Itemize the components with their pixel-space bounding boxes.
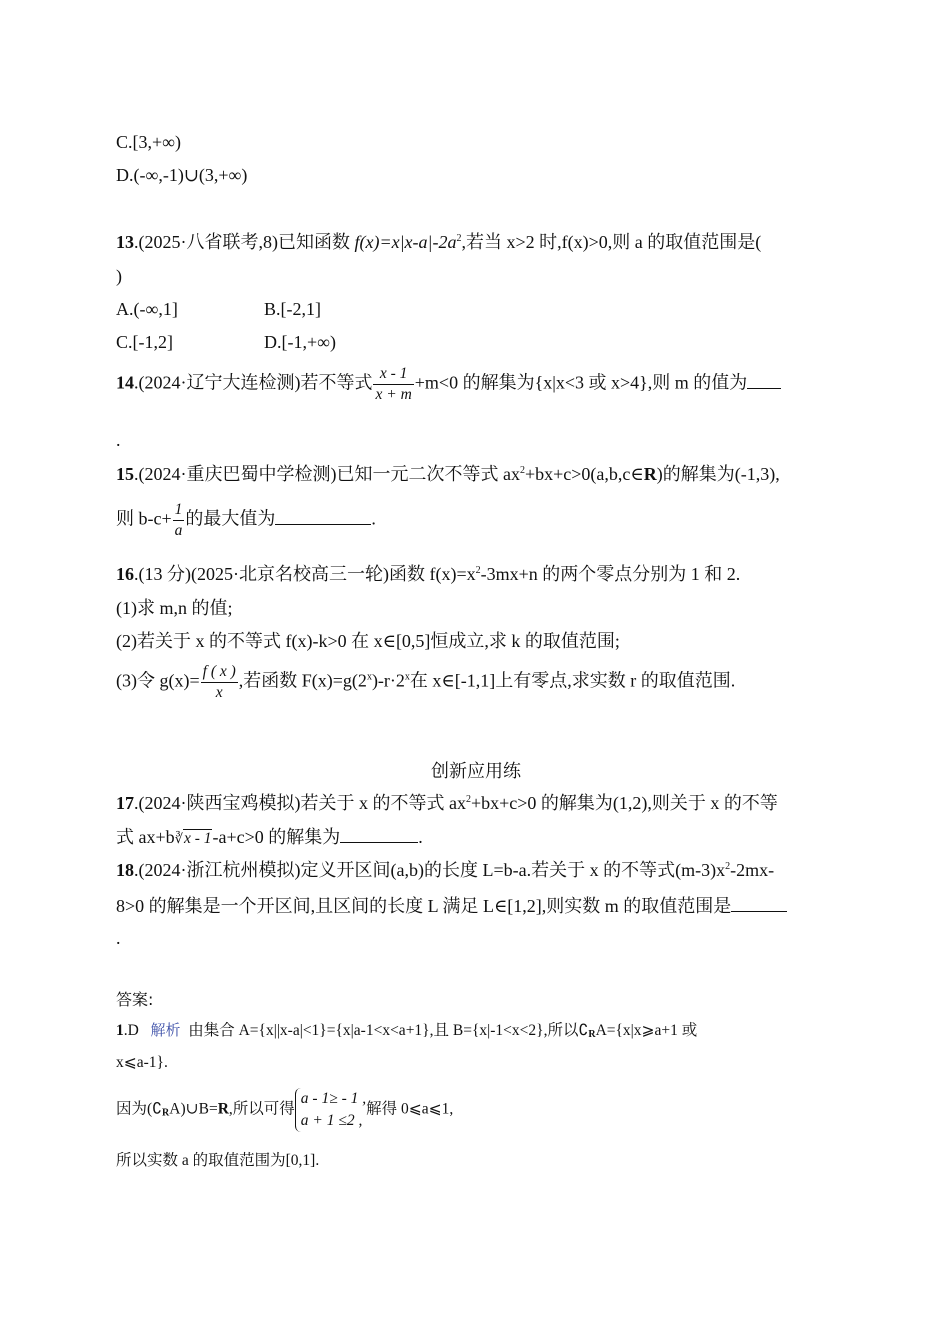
answer-1-line3-R: R [217,1100,229,1118]
answer-1-line1 [116,1018,697,1043]
q16-fraction-numerator: f ( x ) [201,662,238,683]
q17-end-dot: . [418,827,423,847]
answer-1-line3-mid: A)∪B= [169,1100,218,1118]
q12-option-d: D.(-∞,-1)∪(3,+∞) [116,165,248,185]
inequality-system [295,1088,366,1132]
q13-function: f(x)=x|x-a|-2a [354,232,457,252]
q18-answer-blank [731,893,787,912]
q17-stem: 17.(2024·陕西宝鸡模拟)若关于 x 的不等式 $ax^2+bx+c>0$ 的解集为(1,2),则关于 x 的不等 [116,793,778,813]
q16-condition: -3mx+n 的两个零点分别为 1 和 2. [480,564,741,584]
q16-part-3-a: ,若函数 F(x)=g(2 [238,670,367,691]
q15-real-set: R [643,464,657,484]
q16-sup-x1: x [366,671,372,683]
q15-expression: 则 b-c+ [116,508,172,529]
q16-source: .(13 分)(2025·北京名校高三一轮)函数 f(x)=x [134,564,476,584]
answer-1-line3-pre: 因为(∁ [116,1100,163,1118]
q15-end-dot: . [371,508,376,529]
q13-stem: 13.(2025·八省联考,8)已知函数 $f(x)=x|x-a|-2a^2$,若当 x>2 时,f(x)>0,则 a 的取值范围是( [116,232,762,252]
q15-line2 [116,500,376,541]
q18-source: .(2024·浙江杭州模拟)定义开区间(a,b)的长度 L=b-a.若关于 x 的不等式(m-3)x [134,860,726,880]
q16-number: 16 [116,564,134,584]
q16-part-3-c: 在 x∈[-1,1]上有零点,求实数 r 的取值范围. [409,670,736,691]
answer-1-sub-R: R [588,1029,596,1040]
system-row-2: a + 1 ≤2 , [300,1112,363,1129]
q14-source: .(2024·辽宁大连检测)若不等式 [134,372,373,393]
q15-source: .(2024·重庆巴蜀中学检测)已知一元二次不等式 ax [134,464,520,484]
q16-part-3-b: )-r·2 [371,670,405,691]
q16-part-3-define: (3)令 g(x)= [116,670,200,691]
q17-source: .(2024·陕西宝鸡模拟)若关于 x 的不等式 ax [134,793,466,813]
q15-answer-blank [275,506,371,525]
answer-1-text: 由集合 A={x||x-a|<1}={x|a-1<x<a+1},且 B={x|-1<x<2},所以∁ [188,1022,589,1039]
answer-1-line3-sub-R: R [162,1107,170,1119]
q16-part-2: (2)若关于 x 的不等式 f(x)-k>0 在 x∈[0,5]恒成立,求 k 的取值范围; [116,631,620,651]
answers-label: 答案: [116,990,154,1009]
q18-number: 18 [116,860,134,880]
q16-stem: 16.(13 分)(2025·北京名校高三一轮)函数 $f(x)=x^2-3mx+n$ 的两个零点分别为 1 和 2. [116,564,741,584]
q18-stem: 18.(2024·浙江杭州模拟)定义开区间(a,b)的长度 L=b-a.若关于 x 的不等式$(m-3)x^2-2mx-$ [116,860,775,880]
q15-fraction [173,500,185,541]
q15-solution-set: )的解集为(-1,3), [656,464,780,484]
q17-condition: +bx+c>0 的解集为(1,2),则关于 x 的不等 [470,793,778,813]
q15-number: 15 [116,464,134,484]
q18-line2 [116,893,787,918]
q14-end-dot: . [116,430,121,450]
q13-option-c: C.[-1,2] [116,332,173,352]
q14-fraction-numerator: x - 1 [373,364,413,385]
q17-question: -a+c>0 的解集为 [212,827,341,847]
q13-option-a: A.(-∞,1] [116,299,178,319]
q15-fraction-denominator: a [174,522,183,539]
q17-expression: 式 ax+b [116,827,175,847]
answer-1-number: 1 [116,1022,124,1039]
answer-1-solution: 解得 0⩽a⩽1, [366,1100,454,1118]
answer-1-line3 [116,1088,453,1132]
q18-question: 8>0 的解集是一个开区间,且区间的长度 L 满足 L∈[1,2],则实数 m 的取值范围是 [116,896,732,916]
q14-condition: +m<0 的解集为{x|x<3 或 x>4},则 m 的值为 [414,372,748,393]
q15-question: 的最大值为 [185,508,276,529]
answer-1-line2: x⩽a-1}. [116,1054,168,1071]
q14-fraction-denominator: x + m [375,386,412,403]
q15-stem: 15.(2024·重庆巴蜀中学检测)已知一元二次不等式 $ax^2+bx+c>0(a,b,c\in R)$的解集为(-1,3), [116,464,780,484]
answer-1-choice: .D [123,1022,139,1039]
q16-fraction [201,662,238,703]
analysis-tag: 解析 [150,1021,181,1039]
q16-sup-x2: x [404,671,410,683]
q14-fraction [373,364,413,405]
q13-condition: ,若当 x>2 时,f(x)>0,则 a 的取值范围是( [461,232,762,252]
q16-part-1: (1)求 m,n 的值; [116,598,233,618]
q17-line2: 式 ax+b∛x - 1-a+c>0 的解集为 . [116,824,423,851]
section-title: 创新应用练 [431,761,521,781]
q17-answer-blank [340,824,418,843]
answer-1-text2: A={x|x⩾a+1 或 [595,1022,698,1039]
q14-stem [116,364,781,405]
q17-radicand: x - 1 [183,830,212,847]
q18-end-dot: . [116,928,121,948]
q13-source: .(2025·八省联考,8)已知函数 [134,232,355,252]
q12-option-c: C.[3,+∞) [116,132,181,152]
q13-option-b: B.[-2,1] [264,299,321,319]
q14-number: 14 [116,372,134,393]
q16-part-3 [116,662,735,703]
system-row-1: a - 1≥ - 1 , [300,1090,367,1107]
q13-option-d: D.[-1,+∞) [264,332,336,352]
q18-condition: -2mx- [730,860,775,880]
q15-condition: +bx+c>0(a,b,c∈ [524,464,644,484]
q13-number: 13 [116,232,134,252]
q15-fraction-numerator: 1 [173,500,185,521]
q17-number: 17 [116,793,134,813]
q16-fraction-denominator: x [215,684,223,701]
q14-answer-blank [747,370,781,389]
q13-close-paren: ) [116,266,122,286]
answer-1-line3-post: ,所以可得 [228,1100,295,1118]
answer-1-conclusion: 所以实数 a 的取值范围为[0,1]. [116,1152,320,1169]
